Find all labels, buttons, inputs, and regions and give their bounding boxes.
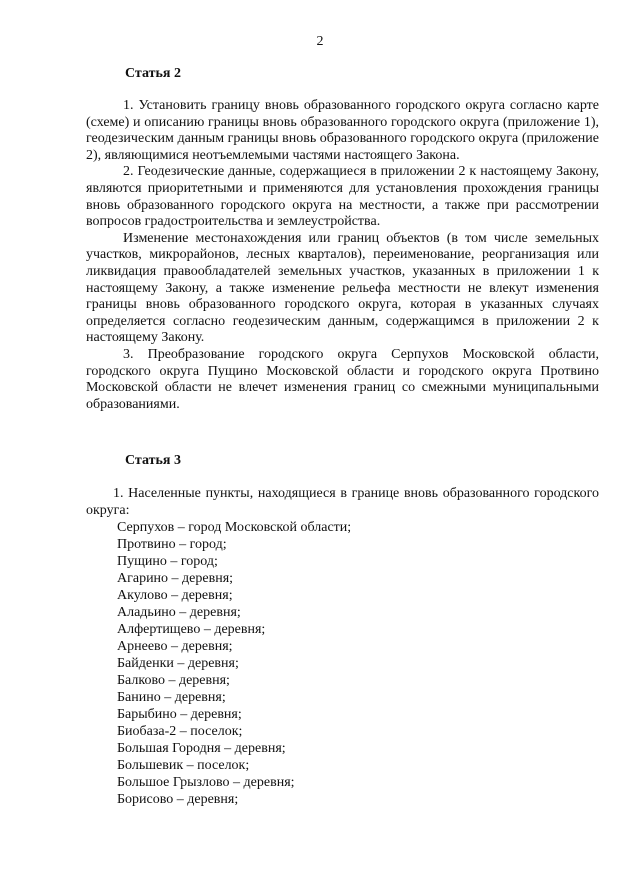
list-item: Биобаза-2 – поселок; xyxy=(117,724,243,739)
article-2-paragraph-4: 3. Преобразование городского округа Серпухов Московской области, городского округа Пущино Московской области и городского округа Протвино Московской области не влечет изменения границ со смежными муниципальными образованиями. xyxy=(86,346,599,412)
article-3-heading: Статья 3 xyxy=(125,453,181,468)
list-item: Акулово – деревня; xyxy=(117,588,233,603)
article-3-body xyxy=(86,486,599,519)
list-item: Большое Грызлово – деревня; xyxy=(117,775,295,790)
page-number: 2 xyxy=(316,34,324,49)
list-item: Пущино – город; xyxy=(117,554,218,569)
list-item: Аладьино – деревня; xyxy=(117,605,241,620)
list-item: Серпухов – город Московской области; xyxy=(117,520,352,535)
list-item: Борисово – деревня; xyxy=(117,792,239,807)
list-item: Большевик – поселок; xyxy=(117,758,250,773)
article-2-paragraph-2: 2. Геодезические данные, содержащиеся в приложении 2 к настоящему Закону, являются приоритетными и применяются для установления прохождения границы вновь образованного городского округа на местности, а также при рассмотрении вопросов градостроительства и землеустройства. xyxy=(86,164,599,230)
article-2-paragraph-3: Изменение местонахождения или границ объектов (в том числе земельных участков, микрорайонов, лесных кварталов), переименование, реорганизация или ликвидация правообладателей земельных участков, указанных в приложении 1 к настоящему Закону, а также изменение рельефа местности не влекут изменения границы вновь образованного городского округа, которая в указанных случаях определяется согласно геодезическим данным, содержащимся в приложении 2 к настоящему Закону. xyxy=(86,230,599,346)
list-item: Агарино – деревня; xyxy=(117,571,234,586)
settlement-list xyxy=(117,519,351,808)
list-item: Балково – деревня; xyxy=(117,673,230,688)
list-item: Барыбино – деревня; xyxy=(117,707,242,722)
list-item: Алфертищево – деревня; xyxy=(117,622,266,637)
list-item: Протвино – город; xyxy=(117,537,227,552)
article-2-heading: Статья 2 xyxy=(125,66,181,81)
article-2-paragraph-1: 1. Установить границу вновь образованного городского округа согласно карте (схеме) и описанию границы вновь образованного городского округа (приложение 1), геодезическим данным границы вновь образованного городского округа (приложение 2), являющимися неотъемлемыми частями настоящего Закона. xyxy=(86,98,599,163)
list-item: Большая Городня – деревня; xyxy=(117,741,286,756)
list-item: Арнеево – деревня; xyxy=(117,639,233,654)
list-item: Банино – деревня; xyxy=(117,690,226,705)
article-3-paragraph-1: 1. Населенные пункты, находящиеся в границе вновь образованного городского округа: xyxy=(86,486,599,518)
article-2-body xyxy=(86,98,599,413)
list-item: Байденки – деревня; xyxy=(117,656,239,671)
